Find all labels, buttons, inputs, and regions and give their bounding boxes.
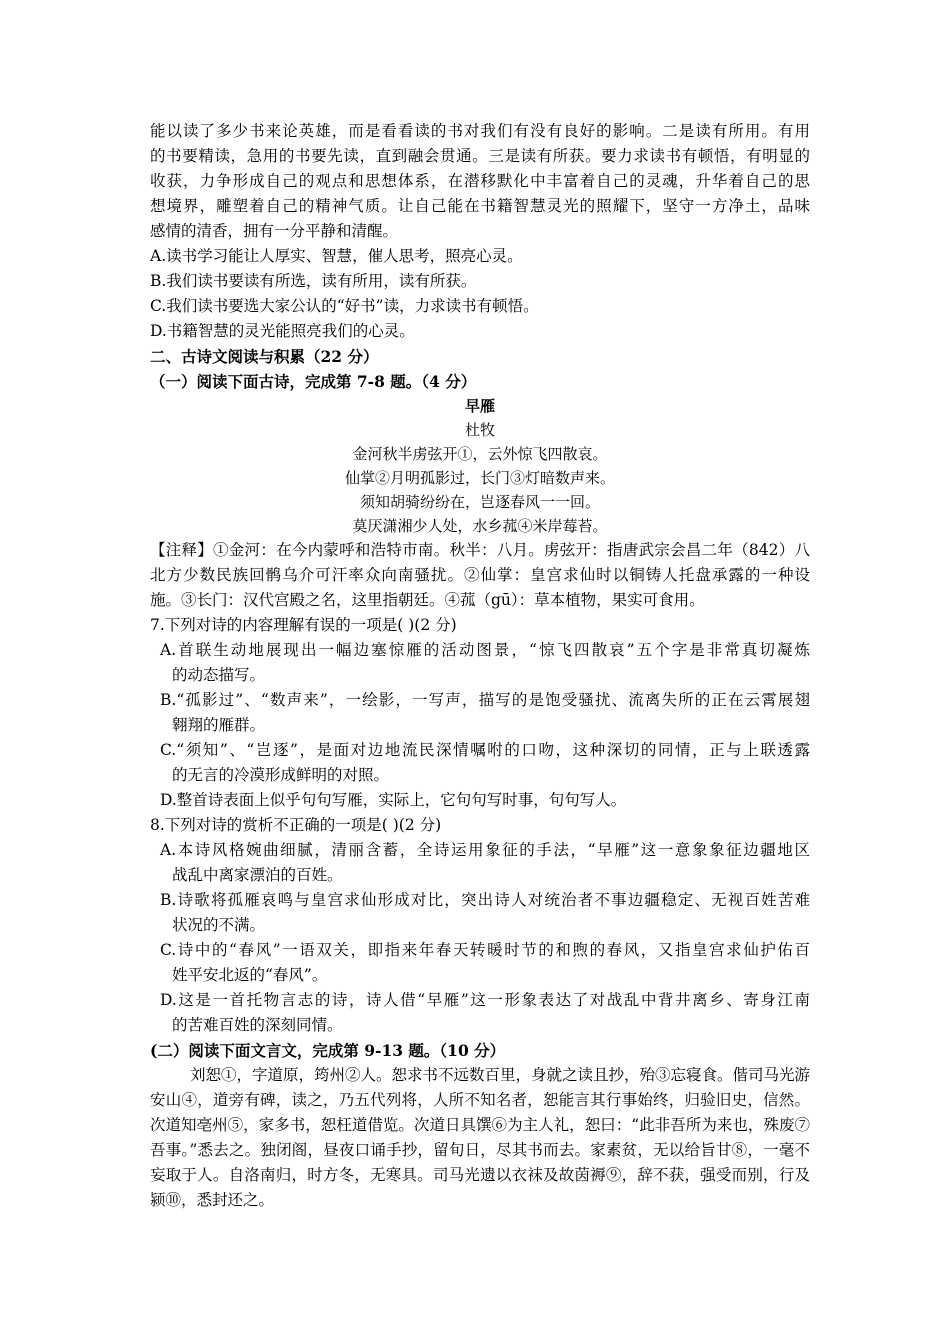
passage-line: 的书要精读，急用的书要先读，直到融会贯通。三是读有所获。要力求读书有顿悟，有明显的: [150, 147, 810, 165]
option-b: B.诗歌将孤雁哀鸣与皇宫求仙形成对比，突出诗人对统治者不事边疆稳定、无视百姓苦难: [160, 891, 810, 909]
question-stem: 8.下列对诗的赏析不正确的一项是( )(2 分): [150, 816, 442, 834]
option-a-cont: 的动态描写。: [172, 666, 266, 684]
option-c-cont: 姓平安北返的“春风”。: [172, 966, 328, 984]
classical-line: 刘恕①，字道原，筠州②人。恕求书不远数百里，身就之读且抄，殆③忘寝食。偕司马光游: [190, 1066, 810, 1084]
option-b-cont: 翱翔的雁群。: [172, 716, 266, 734]
section-2-title: 二、古诗文阅读与积累（22 分）: [150, 347, 379, 366]
poem-line: 仙掌②月明孤影过，长门③灯暗数声来。: [344, 469, 615, 487]
classical-passage: [150, 1063, 810, 1213]
poem-notes: [150, 538, 810, 613]
classical-line: 次道知亳州⑤，家多书，恕枉道借览。次道日具馔⑥为主人礼，恕曰：“此非吾所为来也，殊废⑦: [150, 1116, 810, 1134]
option-a: A.本诗风格婉曲细腻，清丽含蓄，全诗运用象征的手法，“早雁”这一意象象征边疆地区: [160, 841, 810, 859]
classical-line: 安山④，道旁有碑，读之，乃五代列将，人所不知名者，恕能言其行事始终，归验旧史，信然。: [150, 1091, 810, 1109]
classical-line: 吾事。”悉去之。独闭阁，昼夜口诵手抄，留旬日，尽其书而去。家素贫，无以给旨甘⑧，一毫不: [150, 1141, 810, 1159]
classical-line: 妄取于人。自洛南归，时方冬，无寒具。司马光遗以衣袜及故茵褥⑨，辞不获，强受而别，行及: [150, 1166, 810, 1184]
option-a-cont: 战乱中离家漂泊的百姓。: [172, 866, 343, 884]
note-line: 北方少数民族回鹘乌介可汗率众向南骚扰。②仙掌：皇宫求仙时以铜铸人托盘承露的一种设: [150, 566, 810, 584]
passage-line: 能以读了多少书来论英雄，而是看看读的书对我们有没有良好的影响。二是读有所用。有用: [150, 122, 810, 140]
option-c-cont: 的无言的冷漠形成鲜明的对照。: [172, 766, 390, 784]
option-a: A.首联生动地展现出一幅边塞惊雁的活动图景，“惊飞四散哀”五个字是非常真切凝炼: [160, 641, 810, 659]
option-a: A.读书学习能让人厚实、智慧，催人思考，照亮心灵。: [150, 247, 523, 265]
option-d-cont: 的苦难百姓的深刻同情。: [172, 1016, 343, 1034]
question-stem: 7.下列对诗的内容理解有误的一项是( )(2 分): [150, 616, 457, 634]
option-b: B.我们读书要读有所选，读有所用，读有所获。: [150, 272, 477, 290]
passage-line: 想境界，雕塑着自己的精神气质。让自己能在书籍智慧灵光的照耀下，坚守一方净土，品味: [150, 197, 810, 215]
question-6-options: [150, 244, 810, 344]
subsection-2-title: (二）阅读下面文言文，完成第 9-13 题。（10 分）: [150, 1041, 506, 1060]
option-c: C.我们读书要选大家公认的“好书”读，力求读书有顿悟。: [150, 297, 539, 315]
poem-line: 须知胡骑纷纷在，岂逐春风一一回。: [359, 493, 600, 511]
poem-title: 早雁: [464, 397, 495, 415]
option-b-cont: 状况的不满。: [172, 916, 266, 934]
poem-author: 杜牧: [464, 421, 495, 439]
poem: [150, 394, 810, 538]
note-line: 施。③长门：汉代宫殿之名，这里指朝廷。④菰（gū）：草本植物，果实可食用。: [150, 591, 705, 609]
exam-page: [150, 119, 810, 1213]
question-7: [150, 613, 810, 813]
passage-line: 收获，力争形成自己的观点和思想体系，在潜移默化中丰富着自己的灵魂，升华着自己的思: [150, 172, 810, 190]
poem-line: 金河秋半虏弦开①，云外惊飞四散哀。: [352, 445, 608, 463]
option-c: C.诗中的“春风”一语双关，即指来年春天转暖时节的和煦的春风，又指皇宫求仙护佑百: [160, 941, 810, 959]
option-d: D.整首诗表面上似乎句句写雁，实际上，它句句写时事，句句写人。: [160, 791, 627, 809]
subsection-1-title: （一）阅读下面古诗，完成第 7-8 题。（4 分）: [150, 372, 477, 391]
poem-line: 莫厌潇湘少人处，水乡菰④米岸莓苔。: [352, 517, 608, 535]
classical-line: 颍⑩，悉封还之。: [150, 1191, 275, 1209]
option-d: D.书籍智慧的灵光能照亮我们的心灵。: [150, 322, 415, 340]
note-line: 【注释】①金河：在今内蒙呼和浩特市南。秋半：八月。虏弦开：指唐武宗会昌二年（842）八: [150, 541, 810, 559]
option-d: D.这是一首托物言志的诗，诗人借“早雁”这一形象表达了对战乱中背井离乡、寄身江南: [160, 991, 810, 1009]
option-c: C.“须知”、“岂逐”，是面对边地流民深情嘱咐的口吻，这种深切的同情，正与上联透露: [160, 741, 810, 759]
question-8: [150, 813, 810, 1038]
reading-passage: [150, 119, 810, 244]
passage-line: 感情的清香，拥有一分平静和清醒。: [150, 222, 399, 240]
option-b: B.“孤影过”、“数声来”，一绘影，一写声，描写的是饱受骚扰、流离失所的正在云霄展翅: [160, 691, 810, 709]
